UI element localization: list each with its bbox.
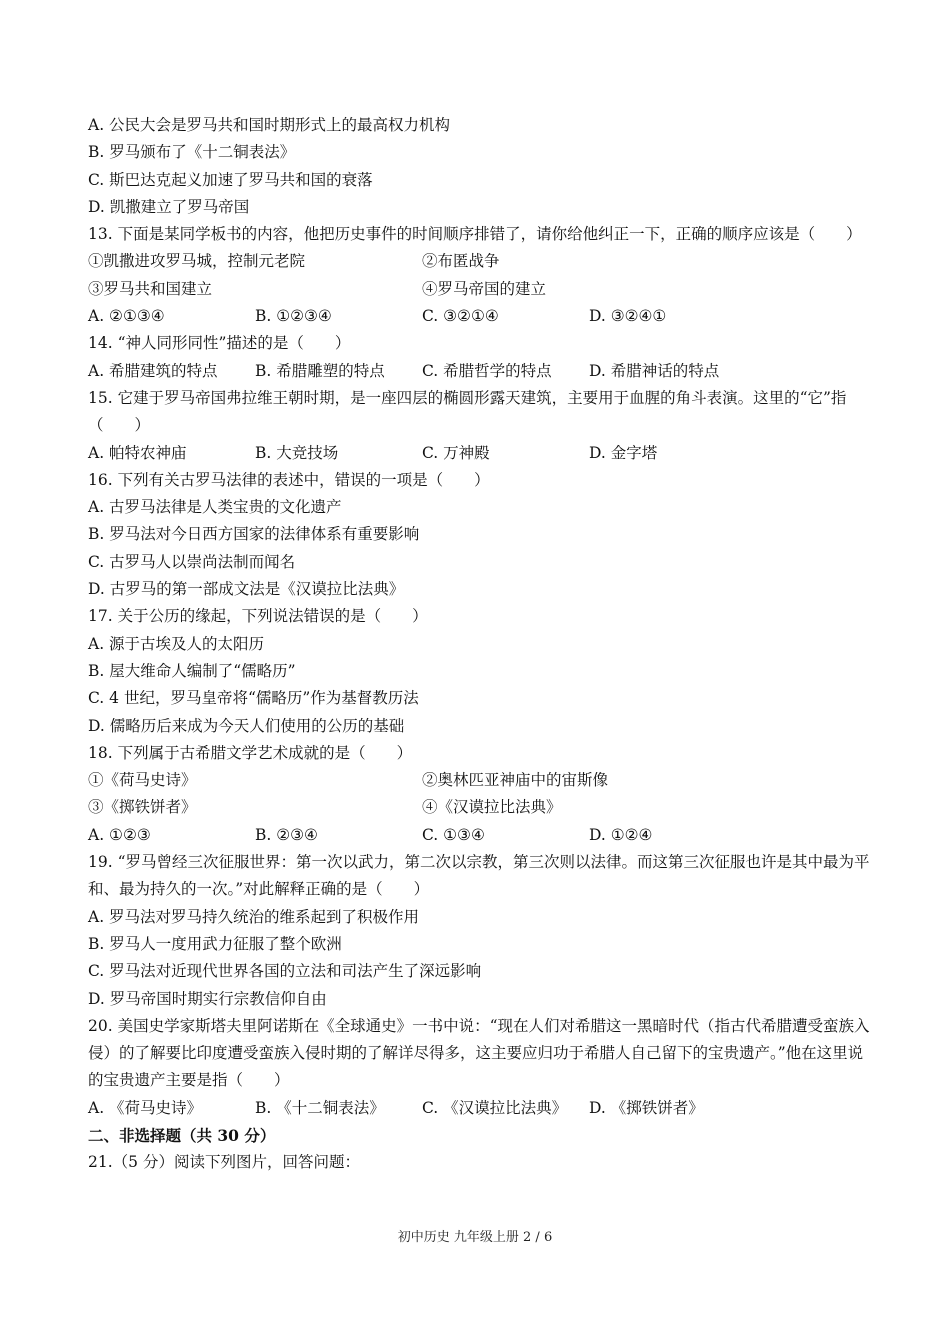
q13-options	[88, 303, 878, 330]
q15-option-d: D. 金字塔	[589, 443, 658, 462]
q17-stem: 17. 关于公历的缘起，下列说法错误的是（ ）	[88, 607, 428, 626]
q15-stem: 15. 它建于罗马帝国弗拉维王朝时期，是一座四层的椭圆形露天建筑，主要用于血腥的角斗表演。这里的“它”指（ ）	[88, 388, 847, 435]
q18-items-row-1	[88, 767, 878, 794]
q13-item-2: ②布匿战争	[422, 252, 500, 271]
q14-option-c: C. 希腊哲学的特点	[422, 361, 552, 380]
q13-item-1: ①凯撒进攻罗马城，控制元老院	[88, 252, 306, 271]
q16-option-c: C. 古罗马人以崇尚法制而闻名	[88, 552, 296, 571]
q13-item-4: ④罗马帝国的建立	[422, 279, 547, 298]
q16-option-d: D. 古罗马的第一部成文法是《汉谟拉比法典》	[88, 580, 405, 599]
q14-option-b: B. 希腊雕塑的特点	[255, 361, 385, 380]
q16-option-a: A. 古罗马法律是人类宝贵的文化遗产	[88, 498, 342, 517]
q20-option-b: B. 《十二铜表法》	[255, 1098, 385, 1117]
q18-option-a: A. ①②③	[88, 825, 151, 844]
q17-option-d: D. 儒略历后来成为今天人们使用的公历的基础	[88, 716, 405, 735]
q14-stem: 14. “神人同形同性”描述的是（ ）	[88, 334, 351, 353]
q18-option-c: C. ①③④	[422, 825, 485, 844]
q14-option-a: A. 希腊建筑的特点	[88, 361, 218, 380]
q18-items-row-2	[88, 794, 878, 821]
q13-option-d: D. ③②④①	[589, 307, 667, 326]
q12-option-b: B. 罗马颁布了《十二铜表法》	[88, 143, 296, 162]
q17-option-c: C. 4 世纪，罗马皇帝将“儒略历”作为基督教历法	[88, 689, 419, 708]
q15-option-b: B. 大竞技场	[255, 443, 339, 462]
q16-stem: 16. 下列有关古罗马法律的表述中，错误的一项是（ ）	[88, 470, 490, 489]
q15-options	[88, 440, 878, 467]
q18-options	[88, 822, 878, 849]
q15-option-c: C. 万神殿	[422, 443, 490, 462]
q13-items-row-1	[88, 248, 878, 275]
q20-option-c: C. 《汉谟拉比法典》	[422, 1098, 568, 1117]
q18-item-1: ①《荷马史诗》	[88, 771, 197, 790]
section-2-title: 二、非选择题（共 30 分）	[88, 1125, 276, 1145]
q19-stem: 19. “罗马曾经三次征服世界：第一次以武力，第二次以宗教，第三次则以法律。而这第三次征服也许是其中最为平和、最为持久的一次。”对此解释正确的是（ ）	[88, 853, 870, 899]
exam-page	[88, 112, 878, 1177]
q13-option-a: A. ②①③④	[88, 307, 165, 326]
q12-option-c: C. 斯巴达克起义加速了罗马共和国的衰落	[88, 170, 373, 189]
q18-item-3: ③《掷铁饼者》	[88, 798, 197, 817]
q20-stem: 20. 美国史学家斯塔夫里阿诺斯在《全球通史》一书中说：“现在人们对希腊这一黑暗时代（指古代希腊遭受蛮族入侵）的了解要比印度遭受蛮族入侵时期的了解详尽得多，这主要应归功于希腊人自己留下的宝贵遗产。”他在这里说的宝贵遗产主要是指（ ）	[88, 1016, 870, 1090]
q17-option-a: A. 源于古埃及人的太阳历	[88, 634, 265, 653]
q20-option-d: D. 《掷铁饼者》	[589, 1098, 704, 1117]
q13-item-3: ③罗马共和国建立	[88, 279, 213, 298]
q19-option-b: B. 罗马人一度用武力征服了整个欧洲	[88, 934, 342, 953]
q19-option-d: D. 罗马帝国时期实行宗教信仰自由	[88, 989, 327, 1008]
q16-option-b: B. 罗马法对今日西方国家的法律体系有重要影响	[88, 525, 420, 544]
q15-option-a: A. 帕特农神庙	[88, 443, 187, 462]
page-footer: 初中历史 九年级上册 2 / 6	[397, 1230, 553, 1245]
q18-option-b: B. ②③④	[255, 825, 318, 844]
q14-options	[88, 358, 878, 385]
q17-option-b: B. 屋大维命人编制了“儒略历”	[88, 661, 296, 680]
q21-stem: 21.（5 分）阅读下列图片，回答问题：	[88, 1153, 360, 1172]
q18-item-4: ④《汉谟拉比法典》	[422, 798, 562, 817]
q20-option-a: A. 《荷马史诗》	[88, 1098, 203, 1117]
q14-option-d: D. 希腊神话的特点	[589, 361, 720, 380]
q13-stem: 13. 下面是某同学板书的内容，他把历史事件的时间顺序排错了，请你给他纠正一下，正确的顺序应该是（ ）	[88, 225, 862, 244]
q12-option-a: A. 公民大会是罗马共和国时期形式上的最高权力机构	[88, 116, 451, 134]
q18-stem: 18. 下列属于古希腊文学艺术成就的是（ ）	[88, 743, 413, 762]
q13-items-row-2	[88, 276, 878, 303]
q13-option-b: B. ①②③④	[255, 307, 332, 326]
q19-option-a: A. 罗马法对罗马持久统治的维系起到了积极作用	[88, 907, 420, 926]
q19-option-c: C. 罗马法对近现代世界各国的立法和司法产生了深远影响	[88, 962, 482, 981]
q18-item-2: ②奥林匹亚神庙中的宙斯像	[422, 771, 609, 790]
q13-option-c: C. ③②①④	[422, 307, 499, 326]
q18-option-d: D. ①②④	[589, 825, 653, 844]
q20-options	[88, 1095, 878, 1122]
q12-option-d: D. 凯撒建立了罗马帝国	[88, 197, 250, 216]
